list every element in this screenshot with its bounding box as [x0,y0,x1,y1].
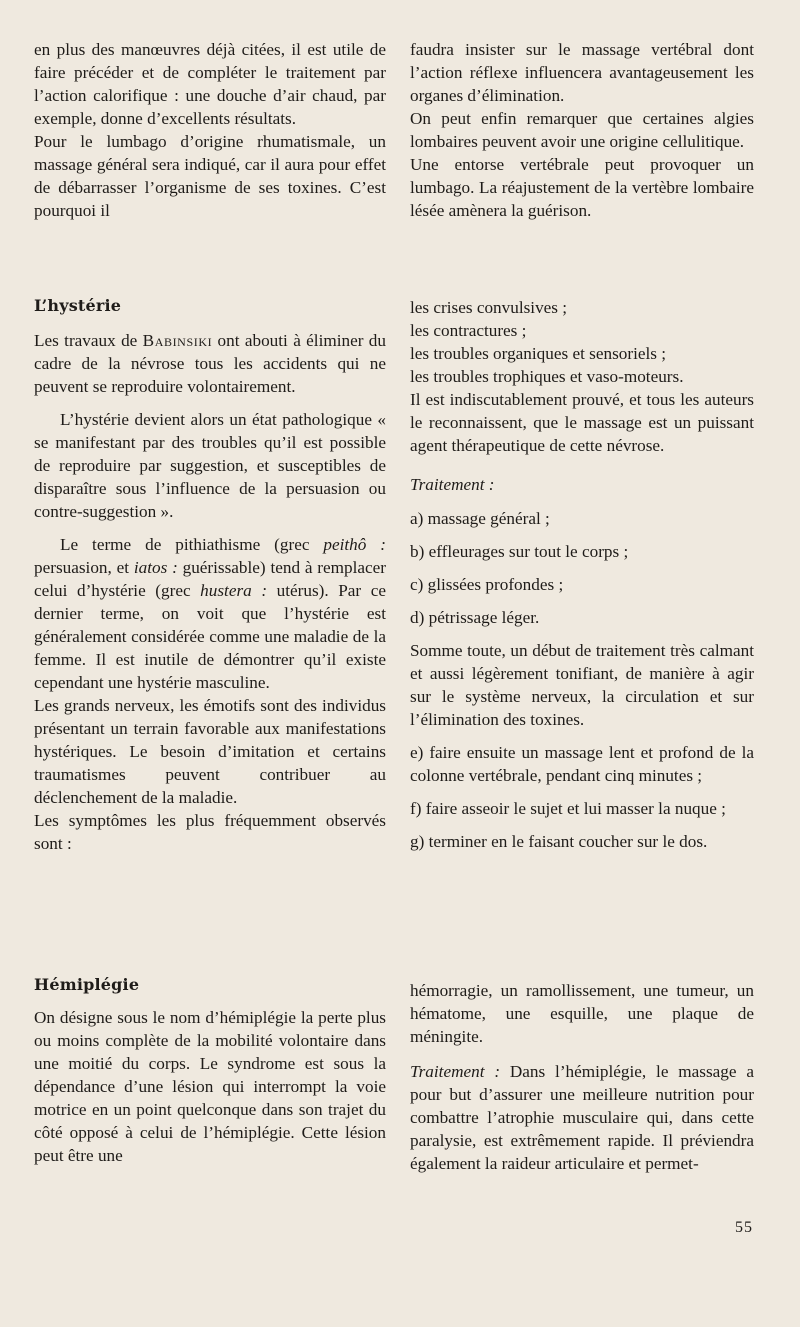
top-right-column [410,38,754,222]
paragraph: en plus des manœuvres déjà citées, il est utile de faire précéder et de compléter le traitement par l’action calorifique : une douche d’air chaud, par exemple, donne d’excellents résultats. [34,40,386,128]
treatment-step: f) faire asseoir le sujet et lui masser la nuque ; [410,799,726,818]
paragraph: Le terme de pithiathisme (grec peithô : persuasion, et iatos : guérissable) tend à remplacer celui d’hystérie (grec hustera : utérus). Par ce dernier terme, on voit que l’hystérie est généralement considérée comme une maladie de la femme. Il est inutile de démontrer qu’il existe cependant une hystérie masculine. [34,535,387,692]
paragraph: Les grands nerveux, les émotifs sont des individus présentant un terrain favorable aux manifestations hystériques. Le besoin d’imitation et certains traumatismes peuvent contribuer au déclenchement de la maladie. [34,696,386,807]
section-title-hemiplegie: Hémiplégie [34,975,140,994]
paragraph: Il est indiscutablement prouvé, et tous les auteurs le reconnaissent, que le massage est un puissant agent thérapeutique de cette névrose. [410,390,754,455]
paragraph: Somme toute, un début de traitement très calmant et aussi légèrement tonifiant, de manière à agir sur le système nerveux, la circulation et sur l’élimination des toxines. [410,641,754,729]
author-name: Babinsiki [142,331,213,350]
hemiplegie-left-column [34,975,386,1167]
treatment-step: d) pétrissage léger. [410,608,540,627]
paragraph: hémorragie, un ramollissement, une tumeur, un hématome, une esquille, une plaque de méningite. [410,981,754,1046]
treatment-label: Traitement : [410,475,495,494]
paragraph: L’hystérie devient alors un état pathologique « se manifestant par des troubles qu’il est possible de reproduire par suggestion, et susceptibles de disparaître sous l’influence de la persuasion ou contre-suggestion ». [34,410,386,521]
treatment-label: Traitement : [410,1062,501,1081]
paragraph: Pour le lumbago d’origine rhumatismale, un massage général sera indiqué, car il aura pour effet de débarrasser l’organisme de ses toxines. C’est pourquoi il [34,132,386,220]
symptom-item: les crises convulsives ; [410,298,568,317]
paragraph: Traitement : Dans l’hémiplégie, le massage a pour but d’assurer une meilleure nutrition pour combattre l’atrophie musculaire qui, dans cette paralysie, est extrêmement rapide. Il préviendra également la raideur articulaire et permet- [410,1062,754,1173]
hysterie-right-column [410,296,754,853]
symptom-item: les contractures ; [410,321,527,340]
paragraph: On désigne sous le nom d’hémiplégie la perte plus ou moins complète de la mobilité volontaire dans une moitié du corps. Le syndrome est sous la dépendance d’une lésion qui interrompt la voie motrice en un point quelconque dans son trajet du côté opposé à celui de l’hémiplégie. Cette lésion peut être une [34,1008,386,1165]
treatment-step: c) glissées profondes ; [410,575,564,594]
symptom-item: les troubles organiques et sensoriels ; [410,344,667,363]
treatment-step: b) effleurages sur tout le corps ; [410,542,629,561]
paragraph: Les travaux de Babinsiki ont abouti à éliminer du cadre de la névrose tous les accidents qui ne peuvent se reproduire volontairement. [34,331,386,396]
page-number: 55 [735,1219,753,1236]
paragraph: faudra insister sur le massage vertébral dont l’action réflexe influencera avantageusement les organes d’élimination. [410,40,754,105]
hysterie-left-column [34,296,386,855]
paragraph: On peut enfin remarquer que certaines algies lombaires peuvent avoir une origine cellulitique. [410,109,754,151]
treatment-step: a) massage général ; [410,509,550,528]
section-title-hysterie: L’hystérie [34,296,122,315]
treatment-step: e) faire ensuite un massage lent et profond de la colonne vertébrale, pendant cinq minutes ; [410,743,754,785]
symptom-item: les troubles trophiques et vaso-moteurs. [410,367,684,386]
paragraph: Une entorse vertébrale peut provoquer un lumbago. La réajustement de la vertèbre lombaire lésée amènera la guérison. [410,155,754,220]
top-left-column [34,38,386,222]
treatment-step: g) terminer en le faisant coucher sur le dos. [410,832,708,851]
paragraph: Les symptômes les plus fréquemment observés sont : [34,811,386,853]
hemiplegie-right-column [410,979,754,1175]
